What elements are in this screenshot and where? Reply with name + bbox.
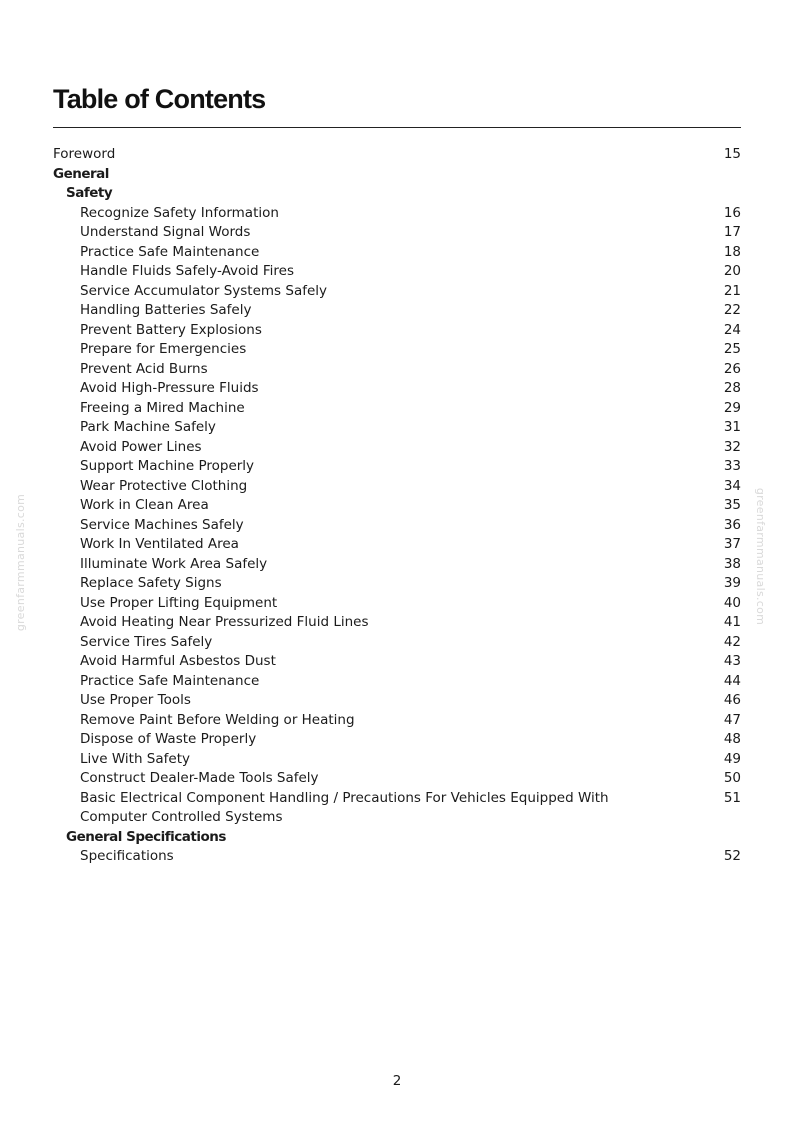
toc-entry[interactable] xyxy=(53,301,741,321)
toc-entry-label: Replace Safety Signs xyxy=(80,575,222,591)
toc-entry[interactable] xyxy=(53,360,741,380)
toc-entry[interactable] xyxy=(53,847,741,867)
toc-entry-label: Use Proper Lifting Equipment xyxy=(80,594,278,611)
toc-entry-label: Illuminate Work Area Safely xyxy=(80,555,268,572)
toc-entry[interactable] xyxy=(53,516,741,536)
toc-entry-label: Dispose of Waste Properly xyxy=(80,731,257,747)
toc-entry[interactable] xyxy=(53,262,741,282)
toc-entry[interactable] xyxy=(53,243,741,263)
toc-entry-page: 17 xyxy=(723,224,741,240)
toc-entry-page: 42 xyxy=(723,633,741,650)
toc-entry-label: Use Proper Tools xyxy=(80,692,191,708)
toc-entry-page: 50 xyxy=(723,770,741,786)
toc-entry-page: 18 xyxy=(723,243,741,260)
toc-entry-label: Handle Fluids Safely-Avoid Fires xyxy=(80,263,295,279)
toc-entry[interactable] xyxy=(53,379,741,399)
title-divider xyxy=(53,127,741,128)
toc-entry-page: 16 xyxy=(723,204,741,221)
toc-entry-page: 22 xyxy=(723,302,741,318)
watermark-right: greenfarmmanuals.com xyxy=(754,487,768,626)
toc-entry-page: 52 xyxy=(723,848,741,864)
toc-entry[interactable] xyxy=(53,613,741,633)
table-of-contents xyxy=(53,145,741,867)
toc-entry-label: Prevent Battery Explosions xyxy=(80,321,262,338)
toc-entry-label: Avoid High-Pressure Fluids xyxy=(80,380,259,396)
toc-entry-page: 25 xyxy=(723,341,741,357)
toc-entry-page: 40 xyxy=(723,594,741,611)
toc-entry-page: 41 xyxy=(723,614,741,630)
toc-entry-label: Service Machines Safely xyxy=(80,516,244,533)
page-number: 2 xyxy=(392,1073,402,1089)
toc-entry[interactable] xyxy=(53,652,741,672)
page-title: Table of Contents xyxy=(53,84,266,114)
toc-entry-page: 31 xyxy=(723,419,741,435)
toc-entry[interactable] xyxy=(53,750,741,770)
toc-entry-page: 28 xyxy=(723,380,741,396)
watermark-left: greenfarmmanuals.com xyxy=(14,493,28,632)
toc-entry[interactable] xyxy=(53,574,741,594)
toc-entry-label: Specifications xyxy=(80,848,174,864)
toc-entry-page: 26 xyxy=(723,360,741,377)
toc-entry-page: 51 xyxy=(723,789,741,806)
toc-entry-label: Prepare for Emergencies xyxy=(80,341,247,357)
toc-entry-page: 38 xyxy=(723,555,741,572)
toc-entry-page: 49 xyxy=(723,750,741,767)
toc-entry-label: Practice Safe Maintenance xyxy=(80,243,260,260)
toc-entry-label: Construct Dealer-Made Tools Safely xyxy=(80,770,319,786)
toc-entry-label: Service Tires Safely xyxy=(80,633,213,650)
toc-entry-label: Wear Protective Clothing xyxy=(80,477,248,494)
toc-subheading-label: General Specifications xyxy=(66,828,226,845)
toc-entry-label: Handling Batteries Safely xyxy=(80,302,252,318)
toc-heading-label: General xyxy=(53,165,109,182)
toc-entry-label: Prevent Acid Burns xyxy=(80,360,208,377)
toc-entry-label: Avoid Power Lines xyxy=(80,438,202,455)
toc-entry-page: 36 xyxy=(723,516,741,533)
toc-entry[interactable] xyxy=(53,769,741,789)
toc-entry-page: 43 xyxy=(723,653,741,669)
toc-entry-label: Avoid Heating Near Pressurized Fluid Lines xyxy=(80,614,369,630)
toc-entry[interactable] xyxy=(53,711,741,731)
toc-entry-page: 21 xyxy=(723,282,741,299)
toc-entry[interactable] xyxy=(53,399,741,419)
toc-entry-foreword[interactable] xyxy=(53,145,741,165)
toc-entry[interactable] xyxy=(53,594,741,614)
toc-entry[interactable] xyxy=(53,282,741,302)
toc-entry-page: 37 xyxy=(723,536,741,552)
toc-entry-label: Live With Safety xyxy=(80,750,190,767)
toc-entry-label: Support Machine Properly xyxy=(80,458,255,474)
toc-entry-page: 34 xyxy=(723,477,741,494)
toc-entry[interactable] xyxy=(53,730,741,750)
toc-entry[interactable] xyxy=(53,672,741,692)
toc-entry[interactable] xyxy=(53,555,741,575)
toc-subheading-general-specifications[interactable] xyxy=(53,828,741,848)
toc-entry-page: 44 xyxy=(723,672,741,689)
toc-entry-label: Recognize Safety Information xyxy=(80,204,279,221)
toc-entry-label: Basic Electrical Component Handling / Precautions For Vehicles Equipped With Computer Controlled Systems xyxy=(80,789,609,825)
toc-entry[interactable] xyxy=(53,204,741,224)
toc-subheading-label: Safety xyxy=(66,185,113,201)
toc-entry-page: 32 xyxy=(723,438,741,455)
toc-entry[interactable] xyxy=(53,633,741,653)
toc-entry-label: Freeing a Mired Machine xyxy=(80,399,245,416)
toc-entry-label: Remove Paint Before Welding or Heating xyxy=(80,711,355,728)
toc-entry-page: 35 xyxy=(723,497,741,513)
toc-entry-page: 47 xyxy=(723,711,741,728)
toc-entry-page: 29 xyxy=(723,399,741,416)
toc-entry-label: Practice Safe Maintenance xyxy=(80,672,260,689)
toc-entry-label: Work In Ventilated Area xyxy=(80,536,239,552)
toc-entry[interactable] xyxy=(53,340,741,360)
toc-entry[interactable] xyxy=(53,477,741,497)
toc-entry-page: 24 xyxy=(723,321,741,338)
toc-subheading-safety[interactable] xyxy=(53,184,741,204)
toc-entry-label: Avoid Harmful Asbestos Dust xyxy=(80,653,276,669)
toc-entry-page: 20 xyxy=(723,263,741,279)
toc-entry-page: 15 xyxy=(723,146,741,162)
toc-entry-page: 48 xyxy=(723,731,741,747)
toc-entry-page: 33 xyxy=(723,458,741,474)
toc-heading-general[interactable] xyxy=(53,165,741,185)
toc-entry[interactable] xyxy=(53,535,741,555)
toc-entry-label: Work in Clean Area xyxy=(80,497,209,513)
toc-entry[interactable] xyxy=(53,457,741,477)
toc-entry[interactable] xyxy=(53,691,741,711)
toc-entry-label: Park Machine Safely xyxy=(80,419,216,435)
toc-entry[interactable] xyxy=(53,223,741,243)
toc-entry-page: 39 xyxy=(723,575,741,591)
toc-entry-label: Understand Signal Words xyxy=(80,224,251,240)
toc-entry-label: Service Accumulator Systems Safely xyxy=(80,282,328,299)
toc-entry-label: Foreword xyxy=(53,146,116,162)
toc-entry[interactable] xyxy=(53,438,741,458)
toc-entry[interactable] xyxy=(53,418,741,438)
toc-entry[interactable] xyxy=(53,789,741,828)
toc-entry[interactable] xyxy=(53,496,741,516)
toc-entry[interactable] xyxy=(53,321,741,341)
toc-entry-page: 46 xyxy=(723,692,741,708)
